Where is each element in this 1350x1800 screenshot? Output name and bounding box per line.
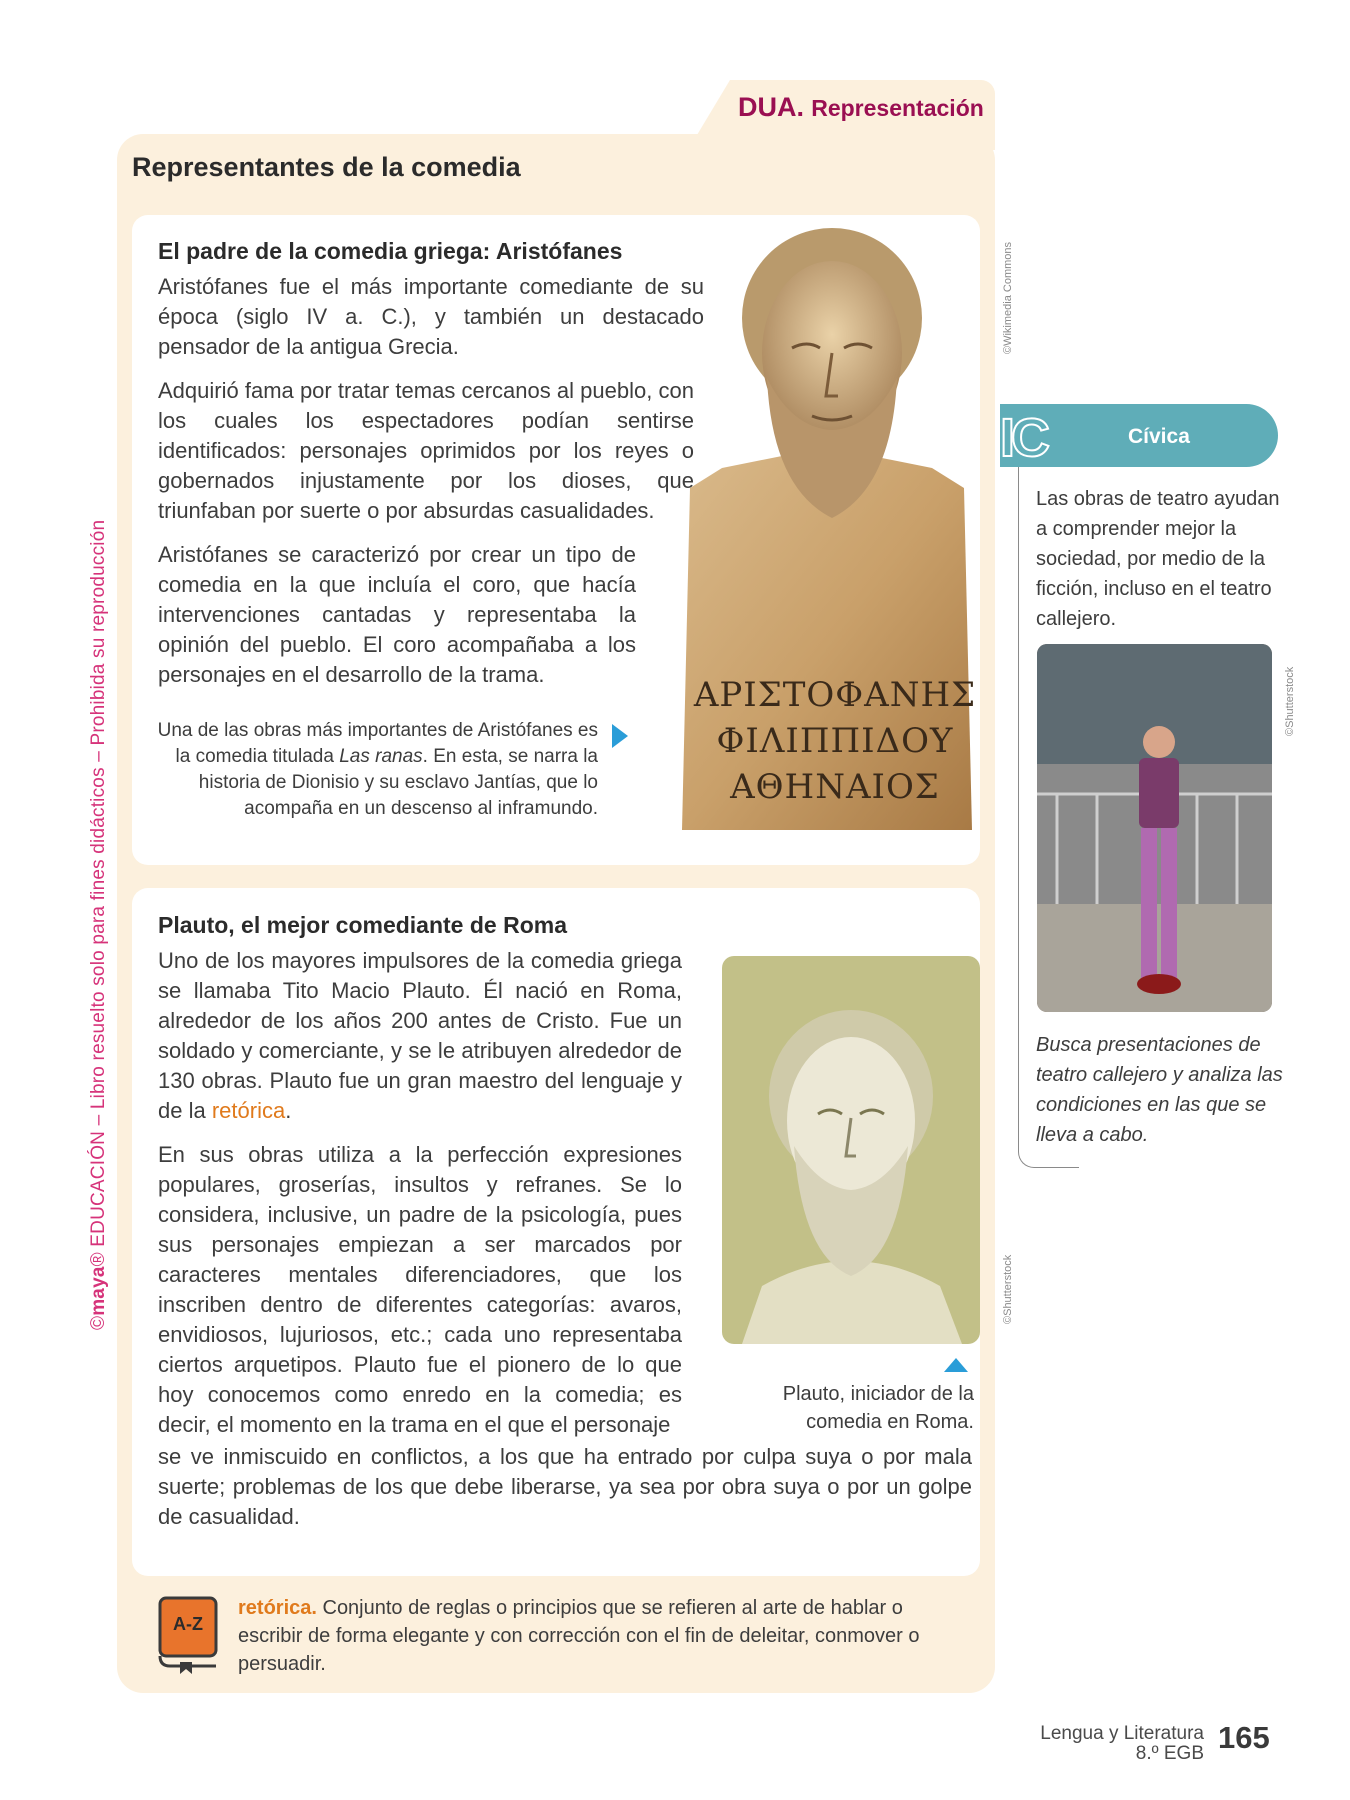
dua-header: DUA. Representación bbox=[738, 92, 984, 122]
plauto-title: Plauto, el mejor comediante de Roma bbox=[158, 912, 567, 938]
bust-inscription: ΑΡΙΣΤΟΦΑΝΗΣ ΦΙΛΙΠΠΙΔΟΥ ΑΘΗΝΑΙΟΣ bbox=[693, 675, 977, 807]
aristofanes-p3: Aristófanes se caracterizó por crear un tipo de comedia en la que incluía el coro, que hacía intervenciones cantadas y representaba la opinión del pueblo. El coro acompañaba a los personajes en el desarrollo de la trama. bbox=[158, 542, 636, 687]
plauto-p1: Uno de los mayores impulsores de la comedia griega se llamaba Tito Macio Plauto. Él nació en Roma, alrededor de los años 200 antes de Cristo. Fue un soldado y comerciante, y se le atribuyen alrededor de 130 obras. Plauto fue un gran maestro del lenguaje y de la retórica. bbox=[158, 948, 682, 1123]
footer-subject: Lengua y Literatura 8.º EGB bbox=[1040, 1723, 1204, 1764]
plauto-p3: se ve inmiscuido en conflictos, a los que ha entrado por culpa suya o por mala suerte; problemas de los que debe liberarse, ya sea por obra suya o por un golpe de casualidad. bbox=[158, 1444, 972, 1529]
aristofanes-caption: Una de las obras más importantes de Aristófanes es la comedia titulada Las ranas. En esta, se narra la historia de Dionisio y su esclavo Jantías, que lo acompaña en un descenso al inframundo. bbox=[157, 720, 598, 819]
civica-activity: Busca presentaciones de teatro callejero y analiza las condiciones en las que se lleva a cabo. bbox=[1036, 1034, 1283, 1146]
glossary-text: retórica. Conjunto de reglas o principios que se refieren al arte de hablar o escribir de forma elegante y con corrección con el fin de deleitar, conmover o persuadir. bbox=[238, 1597, 920, 1675]
aristofanes-title: El padre de la comedia griega: Aristófanes bbox=[158, 238, 623, 264]
civica-text: Las obras de teatro ayudan a comprender mejor la sociedad, por medio de la ficción, incluso en el teatro callejero. bbox=[1036, 488, 1280, 630]
caption-pointer-icon bbox=[612, 724, 628, 748]
glossary-icon-label: A-Z bbox=[173, 1614, 203, 1634]
section-title: Representantes de la comedia bbox=[132, 152, 521, 182]
aristofanes-p2: Adquirió fama por tratar temas cercanos al pueblo, con los cuales los espectadores podían sentirse identificados: personajes oprimidos por los reyes o gobernados injustamente por los dioses, que triunfaban por suerte o por absurdas casualidades. bbox=[158, 378, 694, 523]
street-theatre-photo bbox=[1037, 644, 1272, 1012]
glossary-book-icon bbox=[156, 1596, 220, 1674]
plauto-p2: En sus obras utiliza a la perfección expresiones populares, groserías, insultos y refranes. Se lo considera, inclusive, un padre de la psicología, pues sus personajes empiezan a ser marcados por caracteres mentales diferenciadores, que los inscriben dentro de diferentes categorías: avaros, envidiosos, lujuriosos, etc.; cada uno representaba ciertos arquetipos. Plauto fue el pionero de lo que hoy conocemos como enredo en la comedia; es decir, el momento en la trama en el que el personaje bbox=[158, 1142, 682, 1437]
plauto-caption: Plauto, iniciador de la comedia en Roma. bbox=[782, 1383, 974, 1433]
civica-credit: ©Shutterstock bbox=[1284, 666, 1296, 736]
civica-ic-icon: IC bbox=[1000, 408, 1046, 468]
aristofanes-p1: Aristófanes fue el más importante comediante de su época (siglo IV a. C.), y también un destacado pensador de la antigua Grecia. bbox=[158, 274, 704, 359]
plauto-bust-image bbox=[722, 956, 980, 1344]
wikimedia-credit: ©Wikimedia Commons bbox=[1002, 241, 1014, 354]
civica-label: Cívica bbox=[1128, 425, 1190, 448]
plauto-credit: ©Shutterstock bbox=[1002, 1254, 1014, 1324]
plauto-pointer-icon bbox=[944, 1358, 968, 1372]
page-number: 165 bbox=[1218, 1720, 1270, 1755]
side-copyright: ©maya® EDUCACIÓN – Libro resuelto solo para fines didácticos – Prohibida su reproducción bbox=[88, 519, 109, 1330]
